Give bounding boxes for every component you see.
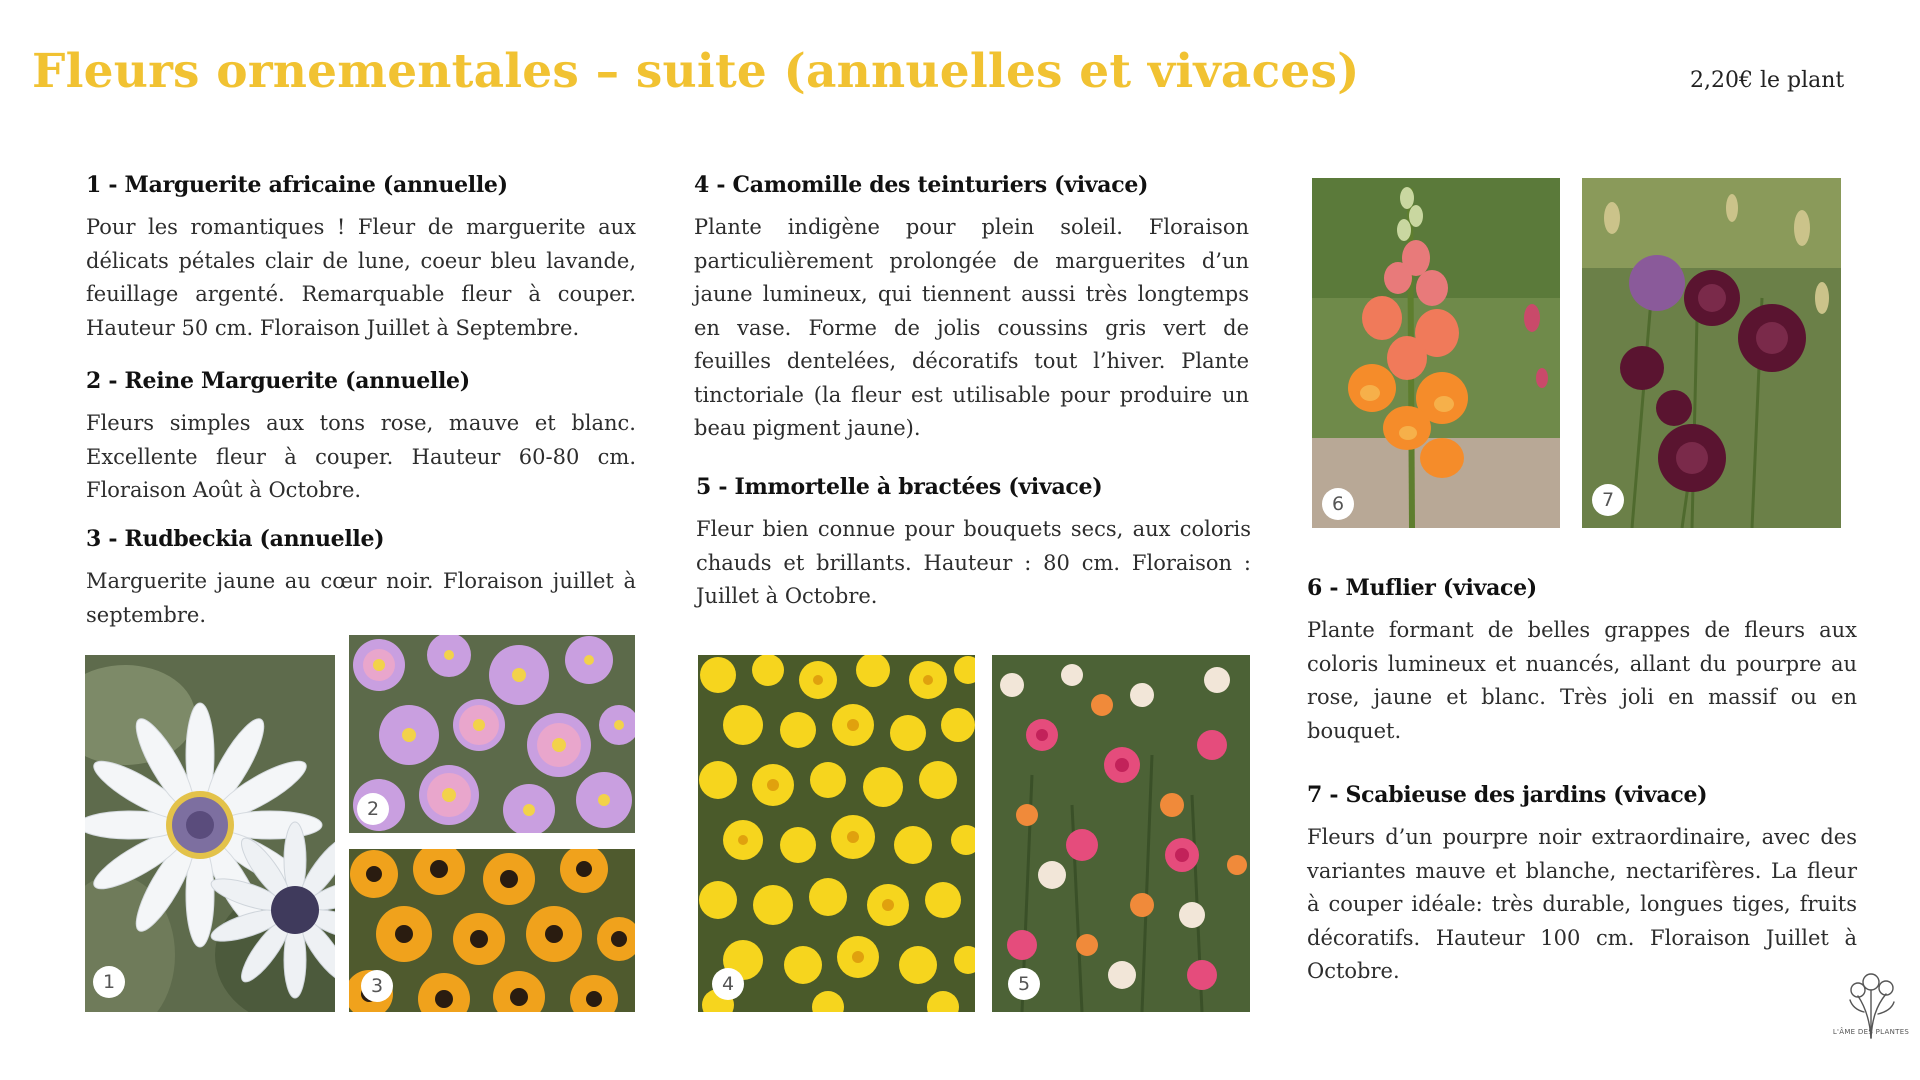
item-4-description: Plante indigène pour plein soleil. Floraison particulièrement prolongée de marguerites d’un jaune lumineux, qui tiennent aussi très longtemps en vase. Forme de jolis coussins gris vert de feuilles dentelées, décoratifs tout l’hiver. Plante tinctoriale (la fleur est utilisable pour produire un beau pigment jaune). [694, 215, 1249, 440]
photo-reine-marguerite [349, 635, 635, 833]
photo-number-badge: 1 [93, 966, 125, 998]
item-6-heading: 6 - Muflier (vivace) [1307, 575, 1537, 601]
item-3-block [86, 526, 636, 632]
item-7-block [1307, 782, 1857, 989]
item-7-heading: 7 - Scabieuse des jardins (vivace) [1307, 782, 1708, 808]
photo-scabieuse-des-jardins [1582, 178, 1841, 528]
item-3-description: Marguerite jaune au cœur noir. Floraison juillet à septembre. [86, 569, 636, 627]
brand-logo-text: L'ÂME DES PLANTES [1832, 1028, 1910, 1036]
photo-number-badge: 7 [1592, 484, 1624, 516]
item-2-heading: 2 - Reine Marguerite (annuelle) [86, 368, 470, 394]
photo-muflier [1312, 178, 1560, 528]
item-6-block [1307, 575, 1857, 748]
item-6-description: Plante formant de belles grappes de fleurs aux coloris lumineux et nuancés, allant du pourpre au rose, jaune et blanc. Très joli en massif ou en bouquet. [1307, 618, 1857, 743]
item-3-heading: 3 - Rudbeckia (annuelle) [86, 526, 385, 552]
photo-number-badge: 4 [712, 968, 744, 1000]
item-4-block [694, 172, 1249, 446]
item-2-block [86, 368, 636, 508]
item-1-heading: 1 - Marguerite africaine (annuelle) [86, 172, 508, 198]
item-7-description: Fleurs d’un pourpre noir extraordinaire, avec des variantes mauve et blanche, nectarifères. La fleur à couper idéale: très durable, longues tiges, fruits décoratifs. Hauteur 100 cm. Floraison Juillet à Octobre. [1307, 825, 1857, 983]
item-4-heading: 4 - Camomille des teinturiers (vivace) [694, 172, 1149, 198]
item-5-block [696, 474, 1251, 614]
price-label: 2,20€ le plant [1690, 68, 1845, 93]
photo-number-badge: 5 [1008, 968, 1040, 1000]
photo-immortelle-a-bractees [992, 655, 1250, 1012]
photo-number-badge: 2 [357, 793, 389, 825]
item-1-description: Pour les romantiques ! Fleur de marguerite aux délicats pétales clair de lune, coeur bleu lavande, feuillage argenté. Remarquable fleur à couper. Hauteur 50 cm. Floraison Juillet à Septembre. [86, 215, 636, 340]
photo-camomille-des-teinturiers [698, 655, 975, 1012]
page-title: Fleurs ornementales – suite (annuelles et vivaces) [32, 44, 1360, 99]
photo-number-badge: 3 [361, 970, 393, 1002]
item-5-heading: 5 - Immortelle à bractées (vivace) [696, 474, 1103, 500]
photo-marguerite-africaine [85, 655, 335, 1012]
photo-number-badge: 6 [1322, 488, 1354, 520]
item-1-block [86, 172, 636, 345]
photo-rudbeckia [349, 849, 635, 1012]
item-2-description: Fleurs simples aux tons rose, mauve et blanc. Excellente fleur à couper. Hauteur 60-80 cm. Floraison Août à Octobre. [86, 411, 636, 502]
item-5-description: Fleur bien connue pour bouquets secs, aux coloris chauds et brillants. Hauteur : 80 cm. Floraison : Juillet à Octobre. [696, 517, 1251, 608]
